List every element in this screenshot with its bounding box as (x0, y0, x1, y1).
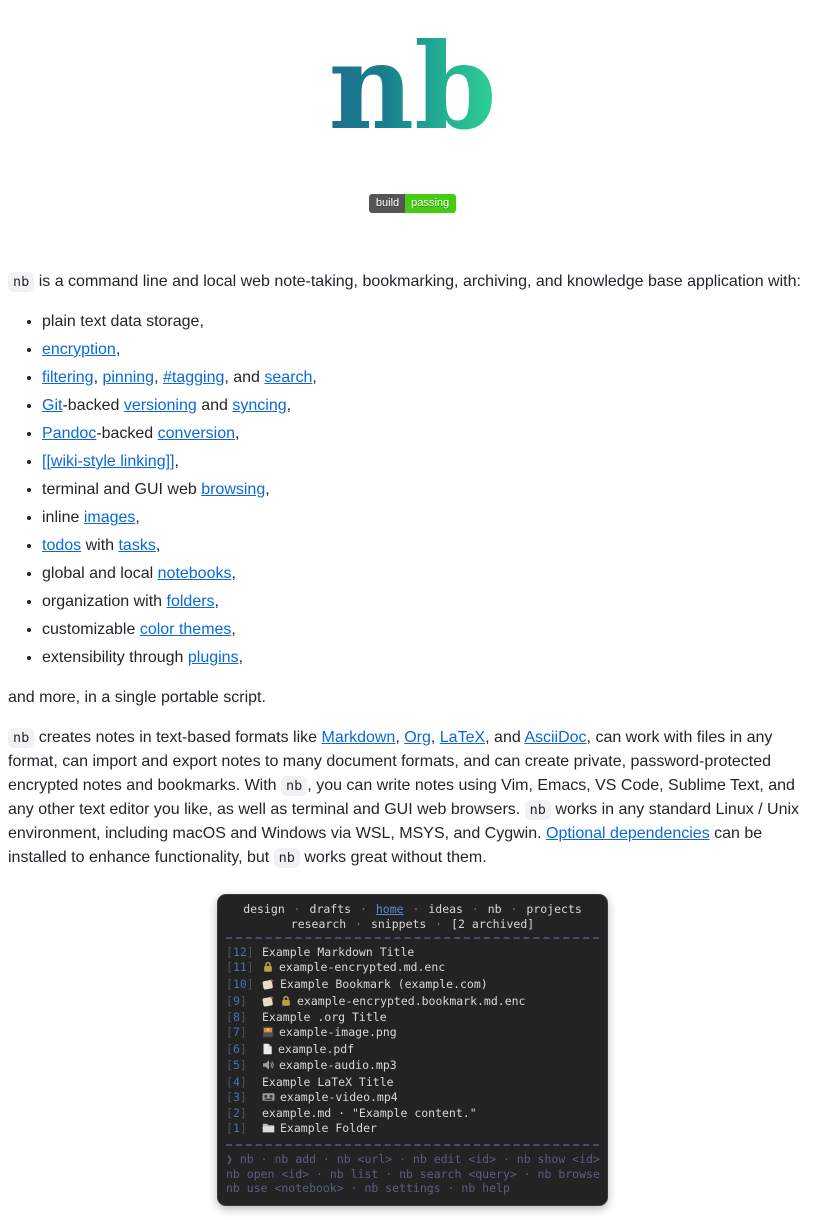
terminal-list-item (226, 1075, 599, 1090)
readme-content (8, 270, 817, 1206)
item-text: example.pdf (278, 1041, 355, 1056)
terminal-command-help (226, 1152, 599, 1196)
feature-item: • plain text data storage, (42, 310, 817, 334)
feature-item: • Git-backed versioning and syncing, (42, 394, 817, 418)
feature-item: • customizable color themes, (42, 618, 817, 642)
item-text: Example LaTeX Title (262, 1075, 394, 1090)
item-text: example-audio.mp3 (279, 1058, 397, 1073)
item-text: example-image.png (279, 1024, 397, 1039)
terminal-screenshot (217, 894, 608, 1206)
command-help-line: nb open <id> · nb list · nb search <query> · nb browse (226, 1166, 600, 1181)
nb-logo: nb (328, 17, 497, 156)
bookmark-icon (262, 995, 275, 1011)
tab-separator-dot: · (464, 902, 486, 916)
terminal-divider (226, 937, 599, 939)
intro-paragraph: nb is a command line and local web note-taking, bookmarking, archiving, and knowledge base application with: (8, 270, 817, 294)
item-id: [11] (226, 960, 254, 975)
item-id: [1] (226, 1121, 247, 1136)
audio-icon (262, 1059, 274, 1075)
image-icon (262, 1026, 274, 1042)
item-text: example.md · "Example content." (262, 1106, 477, 1121)
doc-link[interactable]: folders (166, 593, 215, 610)
command-help-line: nb use <notebook> · nb settings · nb help (226, 1181, 510, 1196)
item-id: [4] (226, 1075, 247, 1090)
item-text: example-encrypted.bookmark.md.enc (297, 993, 526, 1008)
notebook-tab--2-archived-: [2 archived] (451, 916, 535, 931)
terminal-list-item (226, 1042, 599, 1059)
notebook-tab-home: home (375, 902, 404, 916)
feature-item: • global and local notebooks, (42, 562, 817, 586)
terminal-list-item (226, 977, 599, 994)
nb-inline-code: nb (281, 776, 307, 796)
doc-link[interactable]: Git (42, 397, 63, 414)
item-id: [8] (226, 1010, 247, 1025)
notebook-tab-nb: nb (487, 902, 502, 916)
terminal-list-item (226, 960, 599, 977)
description-paragraph: nb creates notes in text-based formats like Markdown, Org, LaTeX, and AsciiDoc, can work with files in any format, can import and export notes to many document formats, and can create private, password-protected encrypted notes and bookmarks. With nb , you can write notes using Vim, Emacs, VS Code, Sublime Text, and any other text editor you like, as well as terminal and GUI web browsers. nb works in any standard Linux / Unix environment, including macOS and Windows via WSL, MSYS, and Cygwin. Optional dependencies can be installed to enhance functionality, but nb works great without them. (8, 729, 800, 866)
doc-link[interactable]: Markdown (321, 729, 396, 746)
feature-item: • terminal and GUI web browsing, (42, 478, 817, 502)
video-icon (262, 1091, 275, 1107)
item-id: [12] (226, 945, 254, 960)
folder-icon (262, 1122, 275, 1138)
notebook-tab-research: research (290, 916, 347, 931)
doc-link[interactable]: filtering (42, 369, 94, 386)
feature-item: • organization with folders, (42, 590, 817, 614)
item-text: Example Bookmark (example.com) (280, 976, 488, 991)
tab-separator-dot: · (405, 902, 427, 916)
item-text: example-encrypted.md.enc (279, 960, 446, 975)
notebook-tab-snippets: snippets (370, 916, 427, 931)
doc-link[interactable]: tasks (118, 537, 156, 554)
terminal-list-item (226, 1106, 599, 1121)
doc-link[interactable]: plugins (187, 649, 239, 666)
item-text: Example Markdown Title (262, 945, 415, 960)
doc-link[interactable]: Org (404, 729, 431, 746)
lock-icon (280, 995, 292, 1011)
terminal-list-item (226, 1025, 599, 1042)
doc-link[interactable]: search (264, 369, 313, 386)
nb-inline-code: nb (8, 272, 34, 292)
terminal-list-item (226, 1090, 599, 1107)
terminal-list-item (226, 1121, 599, 1138)
document-icon (262, 1043, 273, 1059)
doc-link[interactable]: encryption (42, 341, 116, 358)
notebook-tab-drafts: drafts (309, 902, 352, 916)
doc-link[interactable]: AsciiDoc (524, 729, 587, 746)
feature-item: • extensibility through plugins, (42, 646, 817, 670)
notebook-tab-design: design (243, 902, 285, 916)
item-id: [5] (226, 1058, 247, 1073)
logo-container (8, 17, 817, 156)
doc-link[interactable]: conversion (157, 425, 236, 442)
item-id: [3] (226, 1089, 247, 1104)
doc-link[interactable]: images (83, 509, 136, 526)
feature-item: • todos with tasks, (42, 534, 817, 558)
doc-link[interactable]: LaTeX (439, 729, 486, 746)
badge-passing-label: passing (405, 194, 456, 213)
features-list (8, 310, 817, 670)
doc-link[interactable]: versioning (123, 397, 197, 414)
nb-inline-code: nb (8, 728, 34, 748)
tab-separator-dot: · (428, 916, 450, 931)
badge-build-label: build (369, 194, 405, 213)
terminal-notebook-tabs-row1 (226, 902, 599, 917)
notebook-tab-projects: projects (526, 902, 582, 916)
terminal-note-list (226, 945, 599, 1137)
item-text: example-video.mp4 (280, 1089, 398, 1104)
doc-link[interactable]: notebooks (157, 565, 232, 582)
terminal-list-item (226, 1058, 599, 1075)
terminal-divider (226, 1144, 599, 1146)
item-id: [9] (226, 993, 247, 1008)
doc-link[interactable]: Pandoc (42, 425, 97, 442)
feature-item: • [[wiki-style linking]], (42, 450, 817, 474)
feature-item: • encryption, (42, 338, 817, 362)
item-text: Example .org Title (262, 1010, 387, 1025)
terminal-list-item (226, 945, 599, 960)
feature-item: • Pandoc-backed conversion, (42, 422, 817, 446)
terminal-notebook-tabs-row2 (226, 917, 599, 932)
more-paragraph: and more, in a single portable script. (8, 689, 266, 706)
nb-inline-code: nb (274, 848, 300, 868)
notebook-tab-ideas: ideas (428, 902, 463, 916)
doc-link[interactable]: color themes (139, 621, 232, 638)
lock-icon (262, 961, 274, 977)
tab-separator-dot: · (348, 916, 369, 931)
doc-link[interactable]: todos (42, 537, 82, 554)
item-id: [7] (226, 1024, 247, 1039)
terminal-list-item (226, 1010, 599, 1025)
readme-page (0, 17, 825, 1206)
doc-link[interactable]: pinning (102, 369, 155, 386)
item-text: Example Folder (280, 1121, 377, 1136)
item-id: [6] (226, 1041, 247, 1056)
feature-item: • inline images, (42, 506, 817, 530)
item-id: [2] (226, 1106, 247, 1121)
tab-separator-dot: · (503, 902, 525, 916)
feature-item: • filtering, pinning, #tagging, and search, (42, 366, 817, 390)
tab-separator-dot: · (286, 902, 308, 916)
badge-container (8, 190, 817, 214)
command-help-line: ❯ nb · nb add · nb <url> · nb edit <id> · nb show <id> (226, 1151, 600, 1166)
terminal-list-item (226, 994, 599, 1011)
bookmark-icon (262, 978, 275, 994)
doc-link[interactable]: #tagging (162, 369, 225, 386)
build-status-badge[interactable] (369, 194, 456, 213)
tab-separator-dot: · (353, 902, 374, 916)
doc-link[interactable]: syncing (232, 397, 287, 414)
doc-link[interactable]: [[wiki-style linking]] (42, 453, 175, 470)
nb-inline-code: nb (525, 800, 551, 820)
doc-link[interactable]: browsing (201, 481, 266, 498)
doc-link[interactable]: Optional dependencies (546, 825, 710, 842)
item-id: [10] (226, 976, 254, 991)
